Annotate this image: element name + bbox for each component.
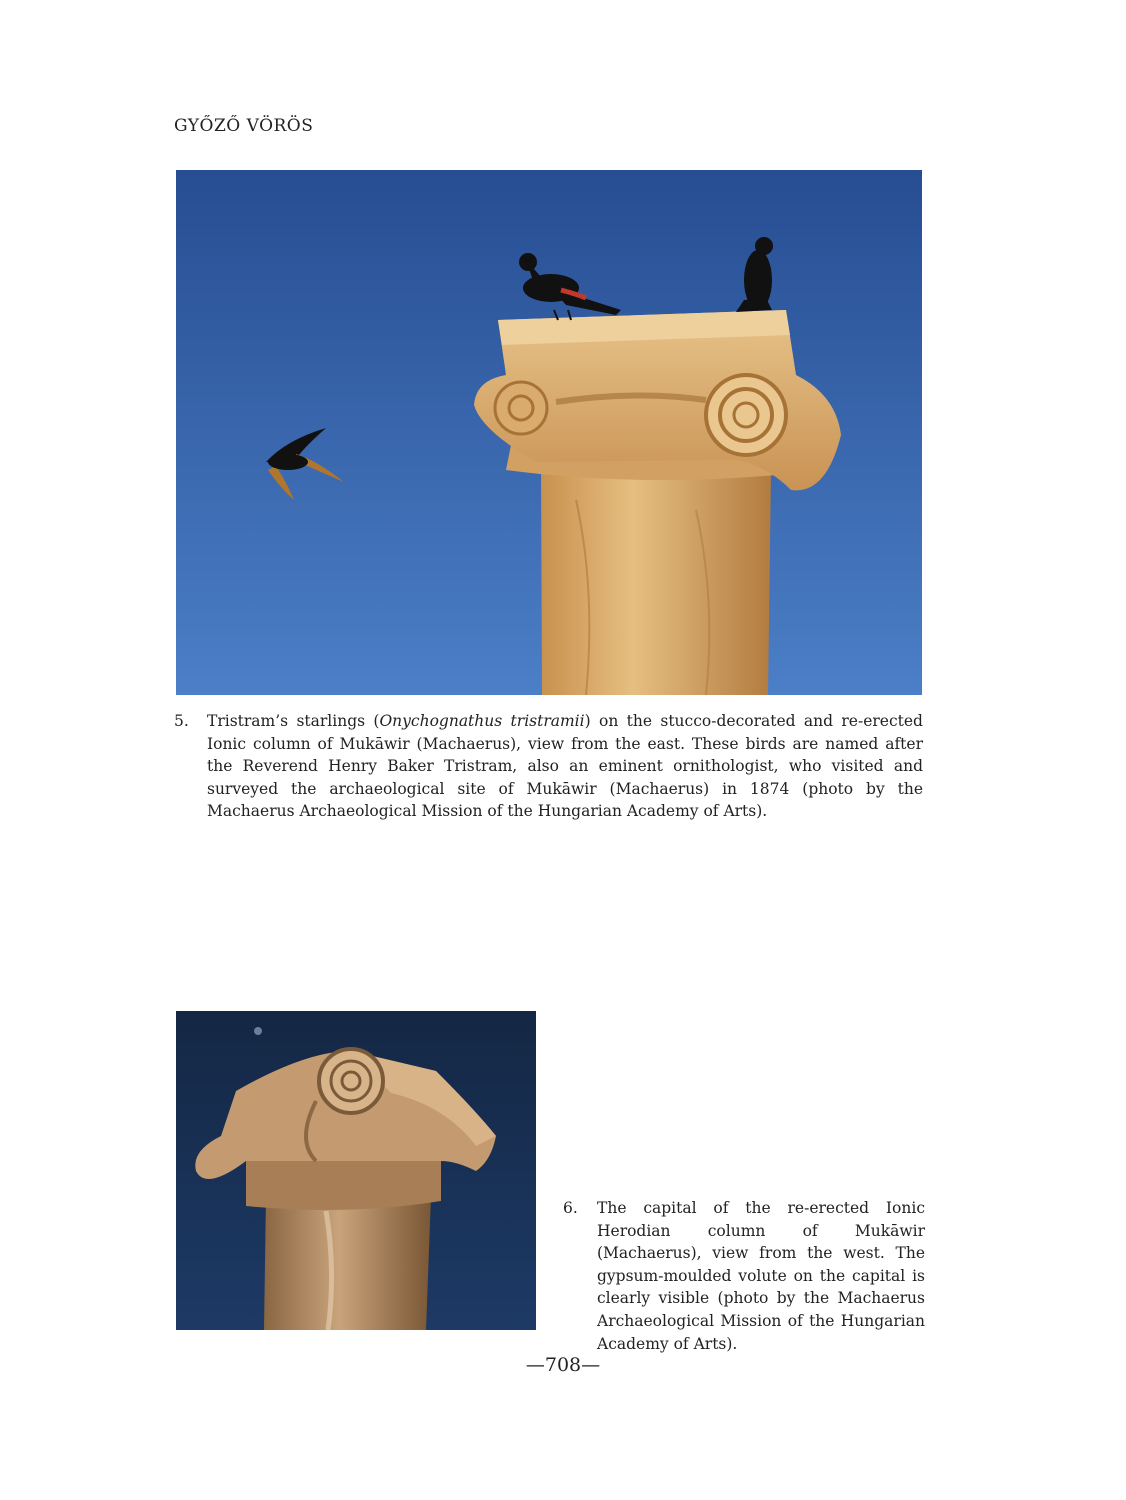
figure-6-number: 6.	[563, 1199, 578, 1217]
figure-5-caption-text-b: ) on the stucco-decorated and re-erected Ionic column of Mukāwir (Machaerus), view from the east. These birds are named after the Reverend Henry Baker Tristram, also an eminent ornithologist, who visited and surveyed the archaeological site of Mukāwir (Machaerus) in 1874 (photo by the Machaerus Archaeological Mission of the Hungarian Academy of Arts).	[207, 712, 923, 821]
figure-6-caption-text: The capital of the re-erected Ionic Herodian column of Mukāwir (Machaerus), view from the west. The gypsum-moulded volute on the capital is clearly visible (photo by the Machaerus Archaeological Mission of the Hungarian Academy of Arts).	[597, 1199, 925, 1353]
figure-5-photo	[176, 170, 922, 695]
figure-6-photo	[176, 1011, 536, 1330]
figure-5-species-name: Onychognathus tristramii	[379, 712, 585, 730]
page-number: —708—	[525, 1354, 601, 1376]
figure-6-caption	[563, 1197, 925, 1355]
running-header: GYŐZŐ VÖRÖS	[174, 116, 314, 136]
figure-5-number: 5.	[174, 712, 189, 730]
figure-5-caption	[174, 710, 923, 823]
figure-5-caption-text-a: Tristram’s starlings (	[207, 712, 380, 730]
